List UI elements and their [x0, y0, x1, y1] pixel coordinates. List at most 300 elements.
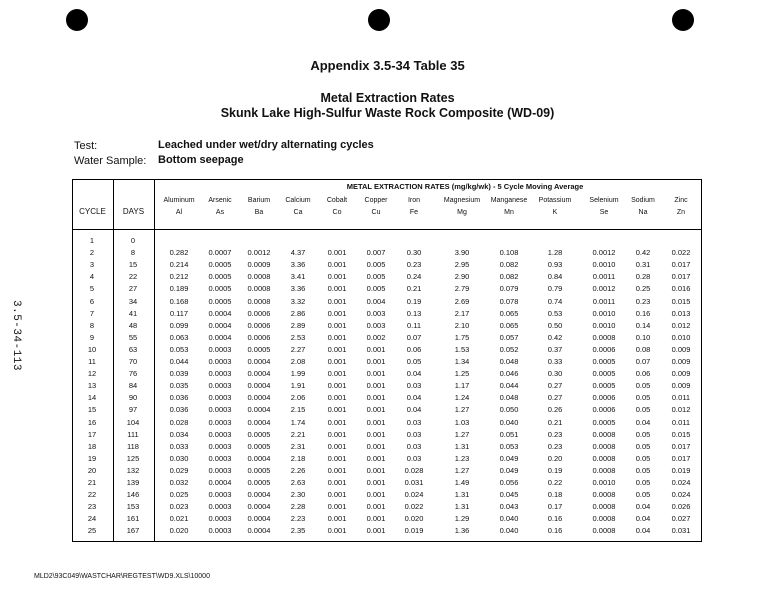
rate-cell: 0.016 — [671, 284, 691, 294]
rate-cell: 0.0005 — [208, 284, 232, 294]
rate-cell: 0.0012 — [592, 248, 616, 258]
rate-cell: 0.001 — [327, 308, 347, 318]
rate-cell: 2.27 — [290, 344, 306, 354]
rate-cell: 0.14 — [635, 320, 651, 330]
days-cell: 125 — [126, 453, 140, 463]
rate-cell: 0.048 — [499, 357, 519, 366]
rate-cell: 0.20 — [547, 453, 563, 463]
table-header-divider — [72, 229, 702, 230]
metal-name-header: Copper — [364, 197, 388, 204]
water-sample-value: Bottom seepage — [158, 154, 244, 166]
rate-cell: 2.18 — [290, 453, 306, 463]
metal-symbol-header: Fe — [409, 209, 419, 216]
rate-cell: 0.04 — [406, 405, 422, 415]
rate-cell: 0.212 — [169, 272, 189, 282]
days-cell: 15 — [128, 260, 138, 270]
rate-cell: 0.06 — [635, 369, 651, 379]
rate-cell: 0.004 — [366, 296, 386, 306]
rate-cell: 0.048 — [499, 393, 519, 403]
rate-cell: 0.052 — [499, 344, 519, 354]
rate-cell: 0.16 — [635, 308, 651, 318]
rate-cell: 0.108 — [499, 248, 519, 258]
cycle-cell: 13 — [87, 381, 97, 391]
rate-cell: 0.0004 — [247, 393, 271, 403]
rate-cell: 0.16 — [547, 526, 563, 536]
metal-name-header: Manganese — [490, 197, 528, 204]
rate-cell: 0.0012 — [592, 284, 616, 294]
rate-cell: 0.19 — [547, 465, 563, 475]
metal-symbol-header: Na — [638, 209, 648, 216]
rate-cell: 0.001 — [366, 369, 386, 379]
rate-cell: 3.90 — [454, 248, 470, 258]
rate-cell: 0.0004 — [247, 417, 271, 427]
rate-cell: 0.001 — [327, 429, 347, 439]
rate-cell: 0.0010 — [592, 260, 616, 270]
rate-cell: 0.0005 — [247, 465, 271, 475]
rate-cell: 0.034 — [169, 429, 189, 439]
rate-cell: 0.013 — [671, 308, 691, 318]
cycle-cell: 22 — [87, 490, 97, 500]
rate-cell: 0.044 — [169, 357, 189, 366]
rate-cell: 0.42 — [547, 332, 563, 342]
rate-cell: 0.011 — [671, 417, 691, 427]
rate-cell: 0.24 — [406, 272, 422, 282]
rate-cell: 0.001 — [366, 465, 386, 475]
rate-cell: 0.015 — [671, 429, 691, 439]
rate-cell: 0.0004 — [247, 490, 271, 500]
rate-cell: 0.001 — [366, 357, 386, 366]
cycle-cell: 3 — [89, 260, 95, 270]
days-cell: 132 — [126, 465, 140, 475]
rate-cell: 1.31 — [454, 490, 470, 500]
rate-cell: 0.001 — [327, 514, 347, 524]
page-title: Appendix 3.5-34 Table 35 — [310, 58, 465, 73]
cycle-cell: 5 — [89, 284, 95, 294]
rate-cell: 2.53 — [290, 332, 306, 342]
rate-cell: 3.36 — [290, 284, 306, 294]
rate-cell: 0.001 — [327, 405, 347, 415]
rate-cell: 0.04 — [406, 369, 422, 379]
rate-cell: 0.001 — [366, 478, 386, 487]
rate-cell: 0.05 — [635, 478, 651, 487]
rate-cell: 0.019 — [671, 465, 691, 475]
rate-cell: 0.009 — [671, 369, 691, 379]
metal-symbol-header: Zn — [676, 209, 686, 216]
rate-cell: 0.001 — [366, 441, 386, 451]
rate-cell: 0.001 — [327, 417, 347, 427]
days-cell: 97 — [128, 405, 138, 415]
rate-cell: 0.0005 — [247, 429, 271, 439]
metal-name-header: Barium — [247, 197, 271, 204]
rate-cell: 0.50 — [547, 320, 563, 330]
rate-cell: 0.03 — [406, 453, 422, 463]
cycle-cell: 18 — [87, 441, 97, 451]
rate-cell: 0.0008 — [592, 526, 616, 536]
days-cell: 139 — [126, 478, 140, 487]
cycle-cell: 19 — [87, 453, 97, 463]
metal-name-header: Calcium — [285, 197, 311, 204]
rate-cell: 0.0008 — [592, 490, 616, 500]
metal-symbol-header: Mn — [504, 209, 514, 216]
rate-cell: 0.022 — [671, 248, 691, 258]
rate-cell: 0.011 — [671, 393, 691, 403]
rate-cell: 0.0004 — [247, 381, 271, 391]
rate-cell: 0.0005 — [208, 260, 232, 270]
days-cell: 84 — [128, 381, 138, 391]
rate-cell: 0.001 — [366, 526, 386, 536]
test-label: Test: — [74, 140, 98, 152]
rate-cell: 0.003 — [366, 320, 386, 330]
rate-cell: 0.035 — [169, 381, 189, 391]
rate-cell: 0.031 — [404, 478, 424, 487]
cycle-cell: 4 — [89, 272, 95, 282]
rate-cell: 0.0008 — [592, 502, 616, 512]
rate-cell: 0.0008 — [592, 429, 616, 439]
rate-cell: 0.04 — [635, 502, 651, 512]
rate-cell: 0.028 — [169, 417, 189, 427]
rate-cell: 0.079 — [499, 284, 519, 294]
rate-cell: 2.95 — [454, 260, 470, 270]
rate-cell: 0.020 — [404, 514, 424, 524]
metal-extraction-table — [72, 179, 702, 542]
metal-name-header: Iron — [407, 197, 421, 204]
rate-cell: 0.001 — [366, 381, 386, 391]
rate-cell: 0.023 — [169, 502, 189, 512]
rate-cell: 0.117 — [169, 308, 189, 318]
rate-cell: 0.024 — [404, 490, 424, 500]
rate-cell: 0.005 — [366, 260, 386, 270]
days-cell: 48 — [128, 320, 138, 330]
rate-cell: 0.001 — [327, 502, 347, 512]
rate-cell: 2.35 — [290, 526, 306, 536]
cycle-cell: 12 — [87, 369, 97, 379]
rate-cell: 0.025 — [169, 490, 189, 500]
days-cell: 111 — [127, 429, 139, 439]
rate-cell: 0.020 — [169, 526, 189, 536]
rate-cell: 0.017 — [671, 453, 691, 463]
rate-cell: 2.30 — [290, 490, 306, 500]
rate-cell: 0.024 — [671, 490, 691, 500]
rate-cell: 0.005 — [366, 272, 386, 282]
rate-cell: 0.001 — [366, 490, 386, 500]
binder-hole-right — [672, 9, 694, 31]
rate-cell: 0.0009 — [247, 260, 271, 270]
rate-cell: 2.15 — [290, 405, 306, 415]
rate-cell: 0.0004 — [208, 478, 232, 487]
rate-cell: 2.69 — [454, 296, 470, 306]
rate-cell: 0.099 — [169, 320, 189, 330]
rate-cell: 0.056 — [499, 478, 519, 487]
rate-cell: 0.214 — [169, 260, 189, 270]
rate-cell: 0.07 — [635, 357, 651, 366]
metal-symbol-header: Al — [175, 209, 183, 216]
rate-cell: 0.001 — [327, 332, 347, 342]
rate-cell: 0.003 — [366, 308, 386, 318]
metal-symbol-header: As — [215, 209, 225, 216]
rate-cell: 0.001 — [366, 429, 386, 439]
rate-cell: 0.0003 — [208, 417, 232, 427]
rate-cell: 0.21 — [547, 417, 563, 427]
rate-cell: 0.0011 — [592, 272, 616, 282]
rate-cell: 0.082 — [499, 260, 519, 270]
rate-cell: 0.05 — [635, 465, 651, 475]
rate-cell: 0.0006 — [592, 344, 616, 354]
cycle-cell: 24 — [87, 514, 97, 524]
rate-cell: 0.0004 — [208, 308, 232, 318]
rate-cell: 0.0010 — [592, 478, 616, 487]
rate-cell: 0.07 — [406, 332, 422, 342]
rate-cell: 0.05 — [635, 381, 651, 391]
rate-cell: 0.0005 — [592, 369, 616, 379]
rate-cell: 0.0012 — [247, 248, 271, 258]
rate-cell: 0.0005 — [247, 478, 271, 487]
rate-cell: 0.036 — [169, 405, 189, 415]
rate-cell: 0.057 — [499, 332, 519, 342]
rate-cell: 0.050 — [499, 405, 519, 415]
rate-cell: 0.001 — [327, 320, 347, 330]
rate-cell: 0.53 — [547, 308, 563, 318]
rate-cell: 0.03 — [406, 381, 422, 391]
rate-cell: 0.19 — [406, 296, 422, 306]
rate-cell: 0.001 — [327, 272, 347, 282]
rate-cell: 0.06 — [406, 344, 422, 354]
rate-cell: 0.0004 — [208, 332, 232, 342]
metal-name-header: Zinc — [674, 197, 688, 204]
cycle-cell: 21 — [87, 478, 97, 487]
metal-symbol-header: Cu — [371, 209, 381, 216]
rate-cell: 0.0010 — [592, 320, 616, 330]
rate-cell: 0.009 — [671, 344, 691, 354]
rate-cell: 0.031 — [671, 526, 691, 536]
rate-cell: 3.41 — [290, 272, 306, 282]
rate-cell: 0.053 — [169, 344, 189, 354]
rate-cell: 0.001 — [366, 393, 386, 403]
rate-cell: 0.015 — [671, 296, 691, 306]
cycle-cell: 20 — [87, 465, 97, 475]
rate-cell: 0.10 — [635, 332, 651, 342]
rate-cell: 1.29 — [454, 514, 470, 524]
test-value: Leached under wet/dry alternating cycles — [158, 139, 374, 151]
rate-cell: 1.23 — [454, 453, 470, 463]
rate-cell: 2.08 — [290, 357, 306, 366]
metal-symbol-header: Co — [332, 209, 342, 216]
rate-cell: 0.0005 — [208, 272, 232, 282]
rate-cell: 0.21 — [406, 284, 422, 294]
days-header: DAYS — [122, 207, 145, 216]
rate-cell: 0.0008 — [247, 296, 271, 306]
cycle-cell: 10 — [87, 344, 97, 354]
days-cell: 70 — [128, 357, 138, 366]
rate-cell: 0.0003 — [208, 453, 232, 463]
rate-cell: 0.0003 — [208, 393, 232, 403]
cycle-cell: 1 — [89, 236, 95, 245]
rate-cell: 4.37 — [290, 248, 306, 258]
metal-name-header: Aluminum — [163, 197, 195, 204]
rate-cell: 0.001 — [327, 441, 347, 451]
rate-cell: 0.08 — [635, 344, 651, 354]
rate-cell: 0.001 — [327, 465, 347, 475]
rate-cell: 0.051 — [499, 429, 519, 439]
rate-cell: 2.86 — [290, 308, 306, 318]
rate-cell: 0.22 — [547, 478, 563, 487]
rate-cell: 0.27 — [547, 381, 563, 391]
metal-symbol-header: Ca — [293, 209, 303, 216]
rate-cell: 1.28 — [547, 248, 563, 258]
rate-cell: 0.027 — [671, 514, 691, 524]
rate-cell: 0.30 — [406, 248, 422, 258]
rate-cell: 1.31 — [454, 441, 470, 451]
rate-cell: 0.001 — [327, 381, 347, 391]
days-cell: 22 — [128, 272, 138, 282]
days-cell: 76 — [128, 369, 138, 379]
rate-cell: 0.026 — [671, 502, 691, 512]
cycle-header: CYCLE — [79, 207, 106, 216]
rate-cell: 0.017 — [671, 260, 691, 270]
rate-cell: 0.0011 — [592, 296, 616, 306]
rate-cell: 0.30 — [547, 369, 563, 379]
metal-name-header: Selenium — [589, 197, 619, 204]
rate-cell: 0.0004 — [208, 320, 232, 330]
rate-cell: 0.065 — [499, 308, 519, 318]
rate-cell: 2.06 — [290, 393, 306, 403]
rate-cell: 0.0006 — [247, 332, 271, 342]
rate-cell: 0.79 — [547, 284, 563, 294]
rate-cell: 0.0006 — [592, 393, 616, 403]
rate-cell: 0.0003 — [208, 381, 232, 391]
rate-cell: 0.05 — [635, 405, 651, 415]
metal-symbol-header: Mg — [457, 209, 467, 216]
rate-cell: 0.04 — [406, 393, 422, 403]
rate-cell: 0.001 — [327, 453, 347, 463]
days-cell: 0 — [130, 236, 136, 245]
binder-hole-center — [368, 9, 390, 31]
rate-cell: 0.053 — [499, 441, 519, 451]
rate-cell: 0.0005 — [247, 441, 271, 451]
rate-cell: 0.74 — [547, 296, 563, 306]
rate-cell: 0.03 — [406, 417, 422, 427]
rate-cell: 0.04 — [635, 526, 651, 536]
rate-cell: 0.040 — [499, 514, 519, 524]
rate-cell: 0.84 — [547, 272, 563, 282]
table-divider — [154, 179, 155, 542]
file-path-footer: MLD2\93C049\WASTCHAR\REGTEST\WD9.XLS\10000 — [34, 573, 210, 580]
rate-cell: 0.021 — [169, 514, 189, 524]
water-sample-label: Water Sample: — [74, 155, 147, 167]
rate-cell: 1.74 — [290, 417, 306, 427]
rate-cell: 0.0003 — [208, 369, 232, 379]
rate-cell: 0.017 — [671, 272, 691, 282]
rate-cell: 0.001 — [327, 248, 347, 258]
rate-cell: 0.045 — [499, 490, 519, 500]
rate-cell: 0.03 — [406, 429, 422, 439]
rate-cell: 0.032 — [169, 478, 189, 487]
rate-cell: 0.25 — [635, 284, 651, 294]
page-subtitle: Metal Extraction Rates — [320, 91, 455, 105]
rate-cell: 0.001 — [327, 393, 347, 403]
metal-name-header: Cobalt — [326, 197, 348, 204]
rate-cell: 0.03 — [406, 441, 422, 451]
rate-cell: 0.05 — [635, 441, 651, 451]
rate-cell: 0.05 — [406, 357, 422, 366]
rate-cell: 0.019 — [404, 526, 424, 536]
days-cell: 41 — [128, 308, 138, 318]
rate-cell: 2.21 — [290, 429, 306, 439]
rate-cell: 0.23 — [406, 260, 422, 270]
rate-cell: 1.75 — [454, 332, 470, 342]
rate-cell: 0.0003 — [208, 502, 232, 512]
rate-cell: 0.23 — [635, 296, 651, 306]
rate-cell: 0.11 — [406, 320, 422, 330]
rate-cell: 0.37 — [547, 344, 563, 354]
rate-cell: 1.24 — [454, 393, 470, 403]
days-cell: 146 — [126, 490, 140, 500]
rate-cell: 1.27 — [454, 465, 470, 475]
rate-cell: 0.0008 — [592, 332, 616, 342]
rate-cell: 0.28 — [635, 272, 651, 282]
rate-cell: 1.53 — [454, 344, 470, 354]
rate-cell: 0.0003 — [208, 514, 232, 524]
rate-cell: 0.0004 — [247, 405, 271, 415]
rate-cell: 0.0004 — [247, 369, 271, 379]
rate-cell: 0.04 — [635, 514, 651, 524]
rate-cell: 0.001 — [327, 490, 347, 500]
rate-cell: 0.0004 — [247, 526, 271, 536]
days-cell: 34 — [128, 296, 138, 306]
rate-cell: 0.017 — [671, 441, 691, 451]
days-cell: 118 — [127, 441, 139, 451]
rate-cell: 1.31 — [454, 502, 470, 512]
days-cell: 153 — [126, 502, 140, 512]
binder-hole-left — [66, 9, 88, 31]
metal-symbol-header: K — [552, 209, 558, 216]
rate-cell: 0.0003 — [208, 405, 232, 415]
rate-cell: 0.04 — [635, 417, 651, 427]
rate-cell: 0.043 — [499, 502, 519, 512]
table-super-header: METAL EXTRACTION RATES (mg/kg/wk) - 5 Cycle Moving Average — [346, 182, 584, 191]
rate-cell: 0.0003 — [208, 526, 232, 536]
days-cell: 161 — [126, 514, 140, 524]
rate-cell: 1.34 — [454, 357, 470, 366]
rate-cell: 0.0003 — [208, 344, 232, 354]
metal-name-header: Sodium — [631, 197, 655, 204]
rate-cell: 0.0003 — [208, 490, 232, 500]
cycle-cell: 11 — [88, 357, 96, 366]
cycle-cell: 17 — [87, 429, 97, 439]
rate-cell: 0.049 — [499, 465, 519, 475]
rate-cell: 0.0004 — [247, 453, 271, 463]
rate-cell: 0.05 — [635, 453, 651, 463]
rate-cell: 0.010 — [671, 332, 691, 342]
rate-cell: 0.065 — [499, 320, 519, 330]
rate-cell: 0.001 — [327, 369, 347, 379]
rate-cell: 2.23 — [290, 514, 306, 524]
rate-cell: 3.32 — [290, 296, 306, 306]
rate-cell: 2.90 — [454, 272, 470, 282]
cycle-cell: 7 — [89, 308, 95, 318]
rate-cell: 0.024 — [671, 478, 691, 487]
rate-cell: 0.022 — [404, 502, 424, 512]
rate-cell: 2.17 — [454, 308, 470, 318]
rate-cell: 1.99 — [290, 369, 306, 379]
rate-cell: 0.044 — [499, 381, 519, 391]
side-page-label: 3.5-34-113 — [10, 300, 22, 372]
rate-cell: 1.03 — [454, 417, 470, 427]
rate-cell: 0.001 — [327, 260, 347, 270]
metal-symbol-header: Se — [599, 209, 609, 216]
rate-cell: 0.0003 — [208, 357, 232, 366]
rate-cell: 0.23 — [547, 441, 563, 451]
rate-cell: 0.005 — [366, 284, 386, 294]
